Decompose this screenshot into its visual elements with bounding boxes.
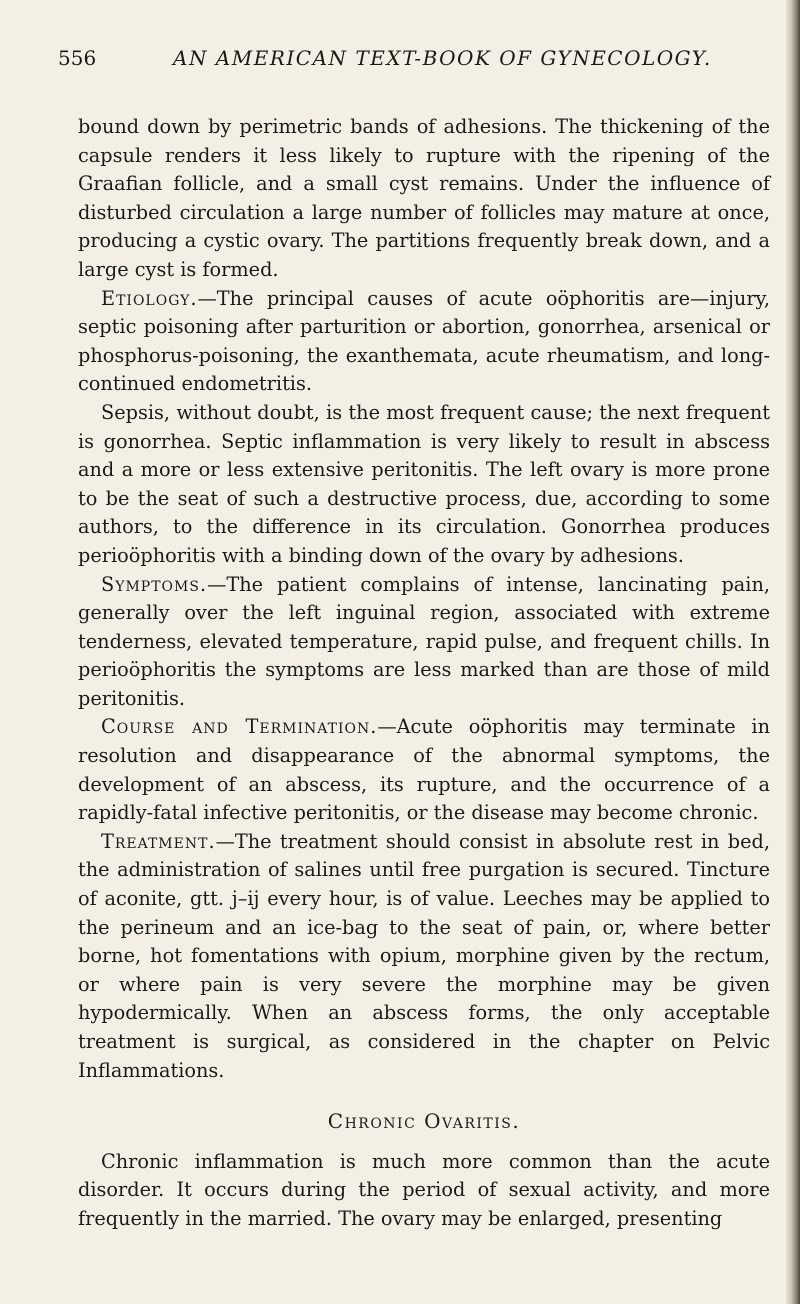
course-label: Course and Termination. [101,715,378,739]
paragraph-symptoms [78,571,770,714]
paragraph-sepsis: Sepsis, without doubt, is the most frequent cause; the next frequent is gonorrhea. Septic inflammation is very likely to result in abscess and a more or less extensive peritonitis. The left ovary is more prone to be the seat of such a destructive process, due, according to some authors, to the difference in its circulation. Gonorrhea produces perioöphoritis with a binding down of the ovary by adhesions. [78,400,770,567]
course-text: —Acute oöphoritis may terminate in resolution and disappearance of the abnormal symptoms, the development of an abscess, its rupture, and the occurrence of a rapidly-fatal infective peritonitis, or the disease may become chronic. [78,715,770,825]
page-edge-shadow [786,0,800,1304]
paragraph-course [78,713,770,827]
page-header [58,46,758,76]
page-number: 556 [58,46,97,70]
paragraph-treatment [78,828,770,1085]
treatment-text: —The treatment should consist in absolute rest in bed, the administration of salines until free purgation is secured. Tincture of aconite, gtt. j–ij every hour, is of value. Leeches may be applied to the perineum and an ice-bag to the seat of pain, or, where better borne, hot fomentations with opium, morphine given by the rectum, or where pain is very severe the morphine may be given hypodermically. When an abscess forms, the only acceptable treatment is surgical, as considered in the chapter on Pelvic Inflammations. [78,829,770,1082]
paragraph-continued: bound down by perimetric bands of adhesions. The thickening of the capsule renders it less likely to rupture with the ripening of the Graafian follicle, and a small cyst remains. Under the influence of disturbed circulation a large number of follicles may mature at once, producing a cystic ovary. The partitions frequently break down, and a large cyst is formed. [78,115,770,281]
body-text [78,113,770,1234]
paragraph-chronic: Chronic inflammation is much more common than the acute disorder. It occurs during the period of sexual activity, and more frequently in the married. The ovary may be enlarged, presenting [78,1149,770,1230]
etiology-text: —The principal causes of acute oöphoritis are—injury, septic poisoning after parturition or abortion, gonorrhea, arsenical or phosphorus-poisoning, the exanthemata, acute rheumatism, and long-continued endometritis. [78,286,770,396]
running-title: AN AMERICAN TEXT-BOOK OF GYNECOLOGY. [173,46,712,70]
symptoms-text: —The patient complains of intense, lancinating pain, generally over the left inguinal region, associated with extreme tenderness, elevated temperature, rapid pulse, and frequent chills. In perioöphoritis the symptoms are less marked than are those of mild peritonitis. [78,572,770,710]
section-heading: Chronic Ovaritis. [327,1109,521,1134]
treatment-label: Treatment. [101,829,216,853]
paragraph-etiology [78,285,770,399]
etiology-label: Etiology. [101,286,198,310]
symptoms-label: Symptoms. [101,572,208,596]
